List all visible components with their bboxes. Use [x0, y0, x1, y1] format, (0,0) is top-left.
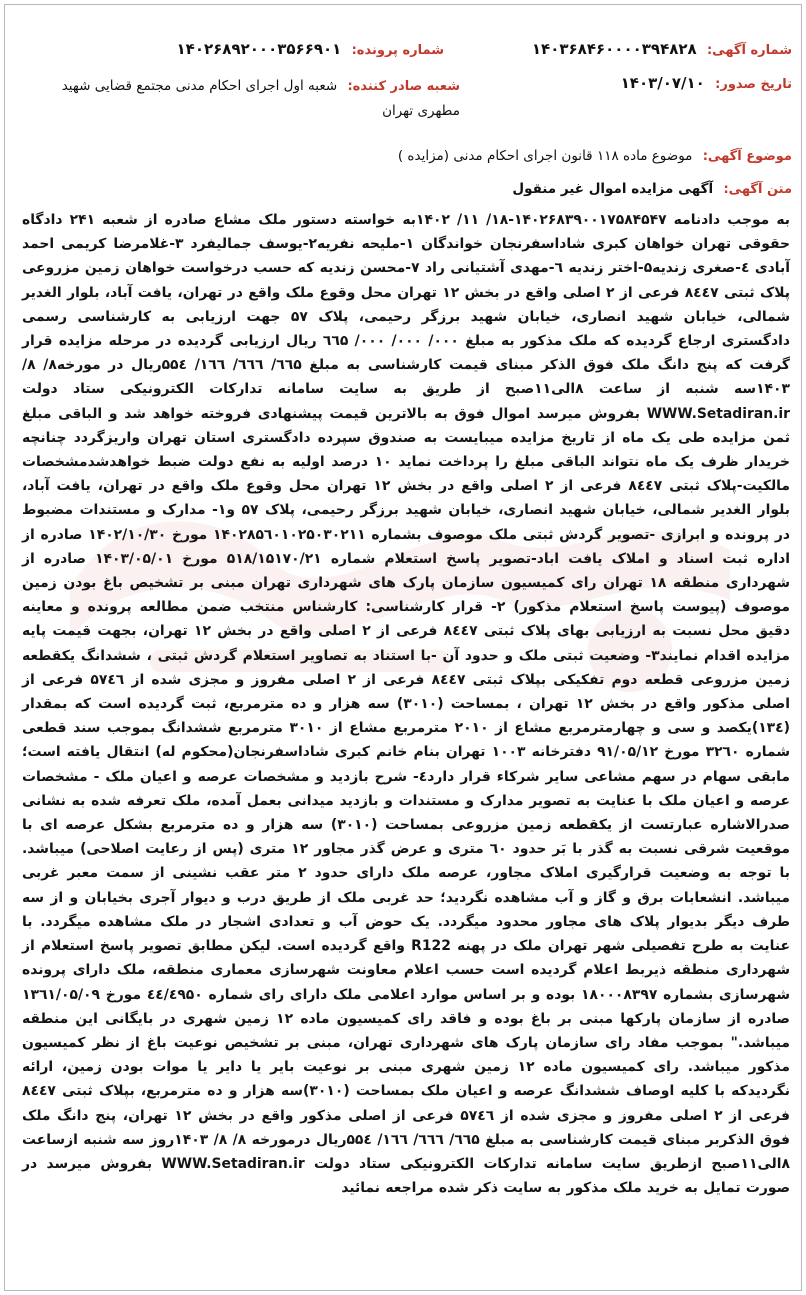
case-number-value: ۱۴۰۲۶۸۹۲۰۰۰۳۵۶۶۹۰۱ [176, 40, 342, 58]
issuer-value: شعبه اول اجرای احکام مدنی مجتمع قضایی شهید مطهری تهران [61, 78, 460, 119]
ad-number-row [532, 40, 792, 58]
case-number-row [177, 40, 444, 58]
subject-label: موضوع آگهی: [702, 149, 792, 164]
issuer-label: شعبه صادر کننده: [347, 79, 460, 94]
issuer-block [40, 74, 460, 124]
ad-text-label: متن آگهی: [723, 182, 792, 197]
ad-number-label: شماره آگهی: [706, 43, 792, 58]
ad-number-value: ۱۴۰۳۶۸۴۶۰۰۰۰۳۹۴۸۲۸ [531, 40, 697, 58]
subject-row [398, 148, 792, 164]
ad-title: آگهی مزایده اموال غیر منقول [512, 181, 714, 197]
issue-date-label: تاریخ صدور: [715, 77, 792, 92]
ad-text-row [512, 181, 792, 197]
issue-date-value: ۱۴۰۳/۰۷/۱۰ [620, 74, 705, 92]
case-number-label: شماره پرونده: [351, 43, 444, 58]
subject-value: موضوع ماده ۱۱۸ قانون اجرای احکام مدنی (مزایده ) [397, 148, 693, 164]
issue-date-row [621, 74, 792, 92]
ad-body-text: به موجب دادنامه ۱۴۰۲۶۸۳۹۰۰۱۷۵۸۴۵۴۷-۱۸/ ۱۱/ ۱۴۰۲به خواسته دستور ملک مشاع صادره از شعبه ۲۴۱ دادگاه حقوقی تهران خواهان کبری شاداسفرنجان خواندگان ۱-ملیحه نفریه۲-یوسف جمالیفرد ۳-غلامرضا کریمی احمد آبادی ٤-صغری زندیه۵-اختر زندیه ٦-مهدی آشتیانی راد ۷-محسن زندیه که حسب درخواست خواهان زمین مزروعی پلاک ثبتی ۸٤٤۷ فرعی از ۲ اصلی واقع در بخش ۱۲ تهران محل وقوع ملک واقع در تهران، یافت آباد، بلوار الغدیر شمالی، خیابان شهید انصاری، خیابان شهید برزگر رحیمی، پلاک ۵۷ جهت ارزیابی به کارشناسی رسمی دادگستری ارجاع گردیده که ملک مذکور به مبلغ ۰۰۰/ ۰۰۰/ ۰۰۰/ ٦٦۵ ریال ارزیابی گردیده در مرحله مزایده قرار گرفت که پنج دانگ ملک فوق الذکر مبنای قیمت کارشناسی به مبلغ ٦٦۵/ ٦٦٦/ ١٦٦/ ۵۵٤ریال در مورخه۸/ ۸/ ۱۴۰۳سه شنبه از ساعت ۸الی۱۱صبح از طریق به سایت سامانه تدارکات الکترونیکی ستاد دولت WWW.Setadiran.ir بفروش میرسد اموال فوق به بالاترین قیمت پیشنهادی فروخته خواهد شد و الباقی مبلغ ثمن مزایده طی یک ماه از تاریخ مزایده میبایست به صندوق سپرده دادگستری استان تهران واریزگردد چنانچه خریدار ظرف یک ماه نتواند الباقی مبلغ را پرداخت نماید ۱۰ درصد اولیه به نفع دولت ضبط خواهدشدمشخصات مالکیت-پلاک ثبتی ۸٤٤۷ فرعی از ۲ اصلی واقع در بخش ۱۲ تهران محل وقوع ملک واقع در تهران، یافت آباد، بلوار الغدیر شمالی، خیابان شهید انصاری، خیابان شهید برزگر رحیمی، پلاک ۵۷ و۱- مدارک و مستندات مضبوط در پرونده و ابرازی -تصویر گردش ثبتی ملک موصوف بشماره ۱۴۰۲۸۵٦۰۱۰۲۵۰۳۰۲۱۱ مورخ ۱۴۰۲/۱۰/۳۰ صادره از اداره ثبت اسناد و املاک یافت اباد-تصویر پاسخ استعلام شماره ۵۱۸/۱۵۱۷۰/۲۱ مورخ ۱۴۰۳/۰۵/۰۱ صادره از شهرداری منطقه ۱۸ تهران رای کمیسیون سازمان پارک های شهرداری تهران مبنی بر تشخیص باغ بودن زمین موصوف (پیوست پاسخ استعلام مذکور) ۲- قرار کارشناسی: کارشناس منتخب ضمن مطالعه پرونده و معاینه دقیق محل نسبت به ارزیابی بهای پلاک ثبتی ۸٤٤۷ فرعی از ۲ اصلی واقع در بخش ۱۲ تهران، بجهت قیمت پایه مزایده اقدام نمایند۳- وضعیت ثبتی ملک و حدود آن -با استناد به تصاویر استعلام گردش ثبتی ، ششدانگ یکقطعه زمین مزروعی قطعه دوم تفکیکی بپلاک ثبتی ۸٤٤۷ فرعی از ۲ اصلی مفروز و مجزی شده از ۵۷٤٦ فرعی از اصلی مذکور واقع در بخش ۱۲ تهران ، بمساحت (۳۰۱۰) سه هزار و ده مترمربع، ثبت گردیده است که بمقدار (۱۳٤)یکصد و سی و چهارمترمربع مشاع از ۲۰۱۰ مترمربع مشاع از ۳۰۱۰ مترمربع ششدانگ بموجب سند قطعی شماره ۳۲٦۰ مورخ ۹۱/۰۵/۱۲ دفترخانه ۱۰۰۳ تهران بنام خانم کبری شاداسفرنجان(محکوم له) انتقال یافته است؛ مابقی سهام در سهم مشاعی سایر شرکاء قرار دارد٤- شرح بازدید و مشخصات عرصه و اعیان ملک - مشخصات عرصه و اعیان ملک با عنایت به تصویر مدارک و مستندات و بازدید میدانی بعمل آمده، ملک تعرفه شده به نشانی صدرالاشاره عبارتست از یکقطعه زمین مزروعی بمساحت (۳۰۱۰) سه هزار و ده مترمربع بشکل عرصه ای با موقعیت شرقی نسبت به گذر با بَر حدود ٦۰ متری و عرض گذر مجاور ۱۲ متری (پس از رعایت اصلاحی) میباشد. با توجه به وضعیت قرارگیری املاک مجاور، عرصه ملک دارای حدود ۲ متر عقب نشینی از سمت معبر غربی میباشد. انشعابات برق و گاز و آب مشاهده نگردید؛ حد غربی ملک از طریق درب و دیوار آجری بخیابان و از سه طرف دیگر بدیوار پلاک های مجاور محدود میگردد. یک حوض آب و تعدادی اشجار در ملک مشاهده میگردد. با عنایت به طرح تفصیلی شهر تهران ملک در پهنه R122 واقع گردیده است. لیکن مطابق تصویر پاسخ استعلام از شهرداری منطقه ذیربط اعلام گردیده است حسب اعلام معاونت شهرسازی معماری منطقه، ملک دارای پرونده شهرسازی بشماره ۱۸۰۰۰۸۳۹۷ بوده و بر اساس موارد اعلامی ملک دارای رای شماره ٤٤/٤۹۵۰ مورخ ۱۳٦۱/۰۵/۰۹ صادره از سازمان پارکها مبنی بر باغ بوده و فاقد رای کمیسیون ماده ۱۲ زمین شهری در بایگانی این منطقه میباشد." بموجب مفاد رای سازمان پارک های شهرداری تهران، مبنی بر تشخیص نوعیت باغ از نظر کمیسیون مذکور میباشد. رای کمیسیون ماده ۱۲ زمین شهری مبنی بر نوعیت بایر یا دایر یا موات بودن زمین، ارائه نگردیدکه با کلیه اوصاف ششدانگ عرصه و اعیان ملک بمساحت (۳۰۱۰)سه هزار و ده مترمربع، بپلاک ثبتی ۸٤٤۷ فرعی از ۲ اصلی مفروز و مجزی شده از ۵۷٤٦ فرعی از اصلی مذکور واقع در بخش ۱۲ تهران، پنج دانگ ملک فوق الذکربر مبنای قیمت کارشناسی به مبلغ ٦٦۵/ ٦٦٦/ ١٦٦/ ۵۵٤ریال درمورخه ۸/ ۸/ ۱۴۰۳روز سه شنبه ازساعت ۸الی۱۱صبح ازطریق سایت سامانه تدارکات الکترونیکی ستاد دولت WWW.Setadiran.ir بفروش میرسد در صورت تمایل به خرید ملک مذکور به سایت ذکر شده مراجعه نمائید [22, 212, 791, 1197]
